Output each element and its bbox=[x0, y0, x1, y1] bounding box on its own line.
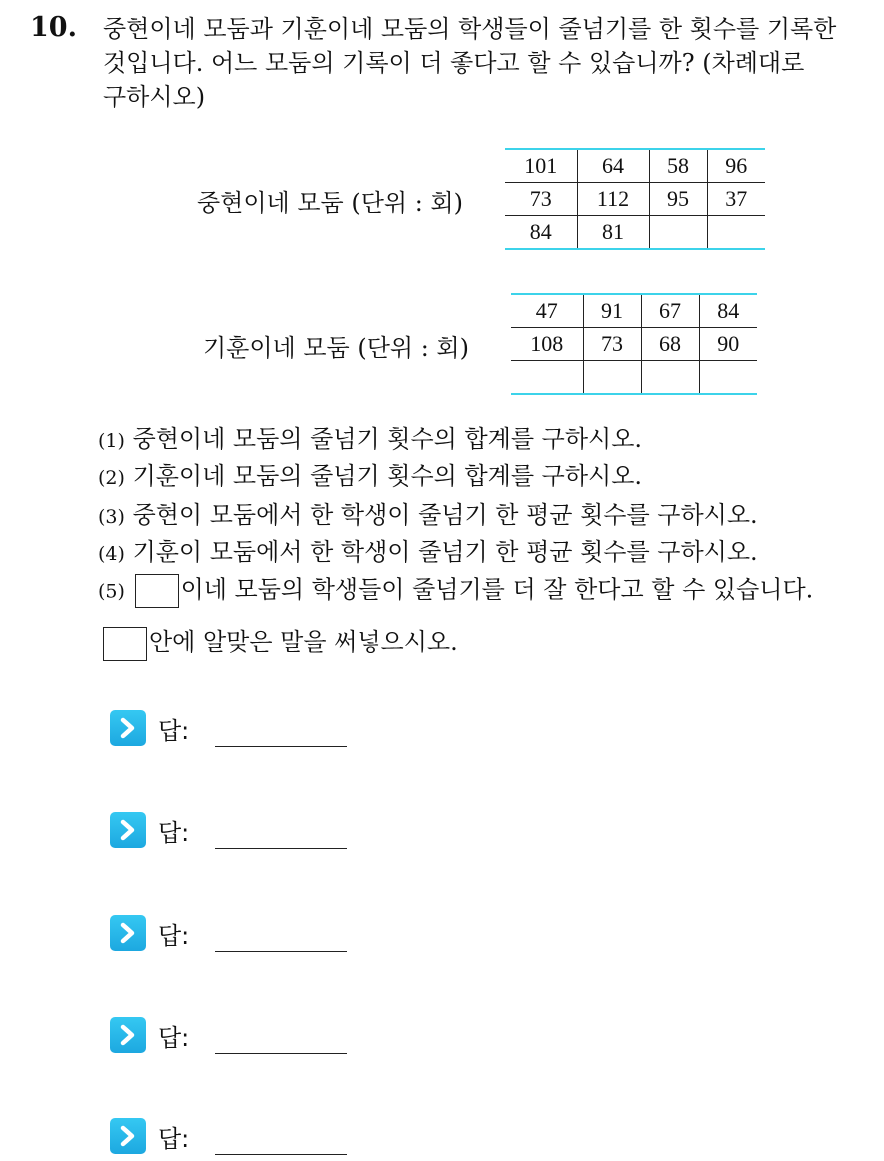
subquestion-text: 중현이 모둠에서 한 학생이 줄넘기 한 평균 횟수를 구하시오. bbox=[132, 501, 758, 529]
table-cell bbox=[699, 361, 757, 395]
chevron-right-icon bbox=[110, 1017, 146, 1053]
subquestion-text: 기훈이 모둠에서 한 학생이 줄넘기 한 평균 횟수를 구하시오. bbox=[132, 538, 758, 566]
table-cell: 112 bbox=[577, 183, 649, 216]
table-cell: 67 bbox=[641, 294, 699, 328]
subquestion-2 bbox=[98, 461, 642, 493]
table-cell: 64 bbox=[577, 149, 649, 183]
answer-blank-box[interactable] bbox=[135, 574, 179, 608]
table-cell: 95 bbox=[649, 183, 707, 216]
table-row bbox=[511, 361, 757, 395]
question-stem-line: 구하시오) bbox=[103, 83, 206, 111]
chevron-right-icon bbox=[110, 915, 146, 951]
table-cell: 101 bbox=[524, 153, 558, 178]
record-table-gihun bbox=[511, 293, 757, 395]
table-cell bbox=[583, 361, 641, 395]
answer-label: 답: bbox=[158, 717, 190, 745]
subquestion-number: (1) bbox=[98, 430, 125, 452]
table-cell: 73 bbox=[583, 328, 641, 361]
table-cell: 84 bbox=[505, 216, 577, 250]
question-stem-line: 중현이네 모둠과 기훈이네 모둠의 학생들이 줄넘기를 한 횟수를 기록한 bbox=[103, 15, 837, 43]
answer-label: 답: bbox=[158, 1024, 190, 1052]
question-stem-line: 것입니다. 어느 모둠의 기록이 더 좋다고 할 수 있습니까? (차례대로 bbox=[103, 49, 805, 77]
table-cell: 96 bbox=[707, 149, 765, 183]
table-cell bbox=[641, 361, 699, 395]
table-cell: 37 bbox=[707, 183, 765, 216]
table-row bbox=[505, 183, 765, 216]
subquestion-4 bbox=[98, 537, 758, 569]
chevron-right-icon bbox=[110, 1118, 146, 1154]
subquestion-text: 이네 모둠의 학생들이 줄넘기를 더 잘 한다고 할 수 있습니다. bbox=[180, 575, 814, 604]
table-cell: 47 bbox=[535, 298, 558, 323]
question-number: 10. bbox=[30, 12, 77, 43]
table-cell: 91 bbox=[583, 294, 641, 328]
table-cell: 84 bbox=[699, 294, 757, 328]
table-cell: 90 bbox=[699, 328, 757, 361]
subquestion-text: 기훈이네 모둠의 줄넘기 횟수의 합계를 구하시오. bbox=[132, 462, 643, 490]
subquestion-number: (2) bbox=[98, 467, 125, 489]
answer-input-line[interactable] bbox=[215, 951, 347, 952]
table-cell bbox=[511, 361, 583, 395]
subquestion-number: (4) bbox=[98, 543, 125, 565]
table-label-junghyeon: 중현이네 모둠 (단위 : 회) bbox=[197, 189, 463, 217]
subquestion-1 bbox=[98, 424, 642, 456]
subquestion-5 bbox=[98, 574, 813, 608]
chevron-right-icon bbox=[110, 710, 146, 746]
table-row bbox=[511, 294, 757, 328]
answer-label: 답: bbox=[158, 1125, 190, 1153]
answer-input-line[interactable] bbox=[215, 848, 347, 849]
table-row bbox=[511, 328, 757, 361]
answer-input-line[interactable] bbox=[215, 1154, 347, 1155]
table-cell: 73 bbox=[505, 183, 577, 216]
subquestion-text: 중현이네 모둠의 줄넘기 횟수의 합계를 구하시오. bbox=[132, 425, 643, 453]
record-table-junghyeon bbox=[505, 148, 765, 250]
subquestion-3 bbox=[98, 500, 758, 532]
subquestion-number: (3) bbox=[98, 506, 125, 528]
subquestion-number: (5) bbox=[98, 580, 125, 603]
answer-blank-box bbox=[103, 627, 147, 661]
table-label-gihun: 기훈이네 모둠 (단위 : 회) bbox=[203, 334, 469, 362]
table-cell bbox=[649, 216, 707, 250]
chevron-right-icon bbox=[110, 812, 146, 848]
table-row bbox=[505, 216, 765, 250]
table-cell: 81 bbox=[577, 216, 649, 250]
fill-in-instruction bbox=[103, 622, 458, 661]
answer-input-line[interactable] bbox=[215, 746, 347, 747]
table-cell bbox=[707, 216, 765, 250]
answer-label: 답: bbox=[158, 819, 190, 847]
instruction-text: 안에 알맞은 말을 써넣으시오. bbox=[149, 628, 458, 656]
table-row bbox=[505, 149, 765, 183]
table-cell: 108 bbox=[511, 328, 583, 361]
answer-input-line[interactable] bbox=[215, 1053, 347, 1054]
question-stem bbox=[103, 12, 873, 114]
answer-label: 답: bbox=[158, 922, 190, 950]
table-cell: 58 bbox=[649, 149, 707, 183]
table-cell: 68 bbox=[641, 328, 699, 361]
